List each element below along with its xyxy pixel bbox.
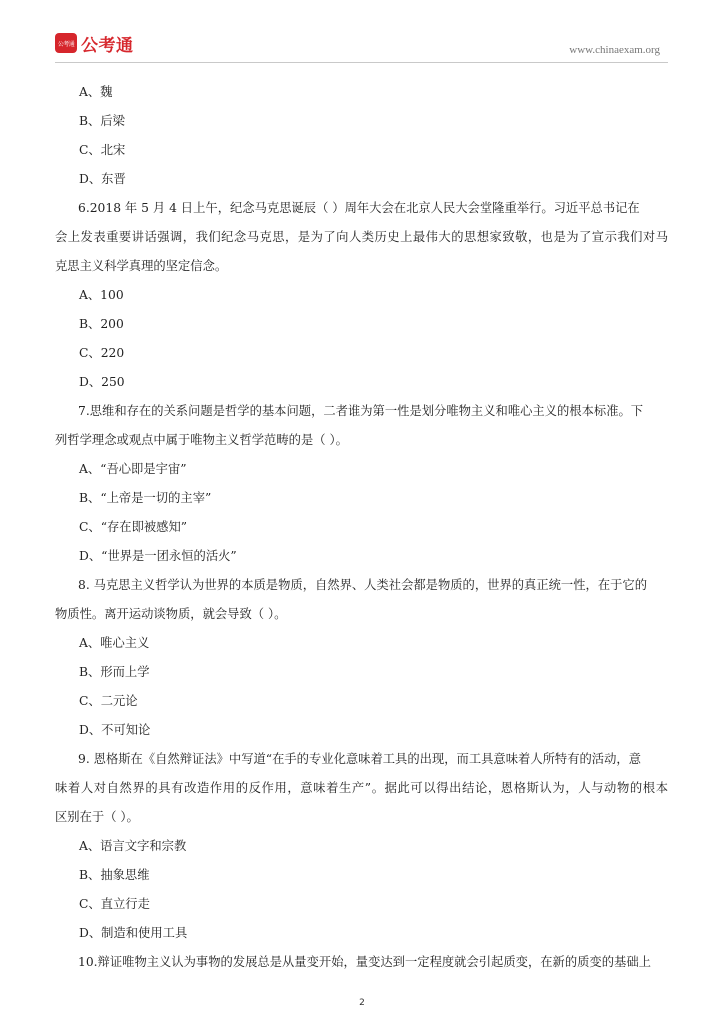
- answer-option: C、北宋: [79, 143, 126, 157]
- question-text-continued: 列哲学理念或观点中属于唯物主义哲学范畴的是（ ）。: [55, 433, 348, 447]
- answer-option: B、后梁: [79, 114, 125, 128]
- answer-option: B、“上帝是一切的主宰”: [79, 491, 212, 505]
- answer-option: C、直立行走: [79, 897, 150, 911]
- question-text: 7.思维和存在的关系问题是哲学的基本问题，二者谁为第一性是划分唯物主义和唯心主义的根本标准。下: [78, 404, 644, 418]
- answer-option: A、“吾心即是宇宙”: [79, 462, 187, 476]
- header-divider: [55, 62, 668, 63]
- question-text-continued: 物质性。离开运动谈物质，就会导致（ ）。: [55, 607, 287, 621]
- answer-option: D、“世界是一团永恒的活火”: [79, 549, 237, 563]
- answer-option: B、形而上学: [79, 665, 150, 679]
- question-text-continued: 区别在于（ ）。: [55, 810, 139, 824]
- question-text: 9. 恩格斯在《自然辩证法》中写道“在手的专业化意味着工具的出现，而工具意味着人所特有的活动，意: [78, 752, 641, 766]
- question-text-continued: 味着人对自然界的具有改造作用的反作用，意味着生产”。据此可以得出结论，恩格斯认为，人与动物的根本: [55, 781, 668, 795]
- answer-option: A、100: [79, 288, 124, 302]
- question-text-continued: 克思主义科学真理的坚定信念。: [55, 259, 228, 273]
- document-body: [55, 78, 668, 977]
- answer-option: C、“存在即被感知”: [79, 520, 188, 534]
- logo-badge-icon: 公考通: [55, 33, 77, 53]
- answer-option: A、语言文字和宗教: [79, 839, 187, 853]
- brand-logo[interactable]: [55, 33, 134, 56]
- answer-option: D、不可知论: [79, 723, 151, 737]
- question-text: 10.辩证唯物主义认为事物的发展总是从量变开始，量变达到一定程度就会引起质变，在新的质变的基础上: [78, 955, 651, 969]
- page-number: 2: [359, 998, 365, 1008]
- answer-option: D、制造和使用工具: [79, 926, 188, 940]
- page-header: [0, 0, 724, 66]
- answer-option: A、唯心主义: [79, 636, 150, 650]
- answer-option: B、200: [79, 317, 124, 331]
- question-text: 6.2018 年 5 月 4 日上午，纪念马克思诞辰（ ）周年大会在北京人民大会堂隆重举行。习近平总书记在: [78, 201, 640, 215]
- site-url-link[interactable]: www.chinaexam.org: [569, 44, 660, 56]
- question-text: 8. 马克思主义哲学认为世界的本质是物质，自然界、人类社会都是物质的，世界的真正统一性，在于它的: [78, 578, 648, 592]
- answer-option: D、250: [79, 375, 125, 389]
- answer-option: D、东晋: [79, 172, 126, 186]
- answer-option: C、220: [79, 346, 125, 360]
- answer-option: B、抽象思维: [79, 868, 150, 882]
- answer-option: C、二元论: [79, 694, 138, 708]
- logo-text: 公考通: [81, 35, 134, 56]
- question-text-continued: 会上发表重要讲话强调，我们纪念马克思，是为了向人类历史上最伟大的思想家致敬，也是为了宣示我们对马: [55, 230, 668, 244]
- answer-option: A、魏: [79, 85, 113, 99]
